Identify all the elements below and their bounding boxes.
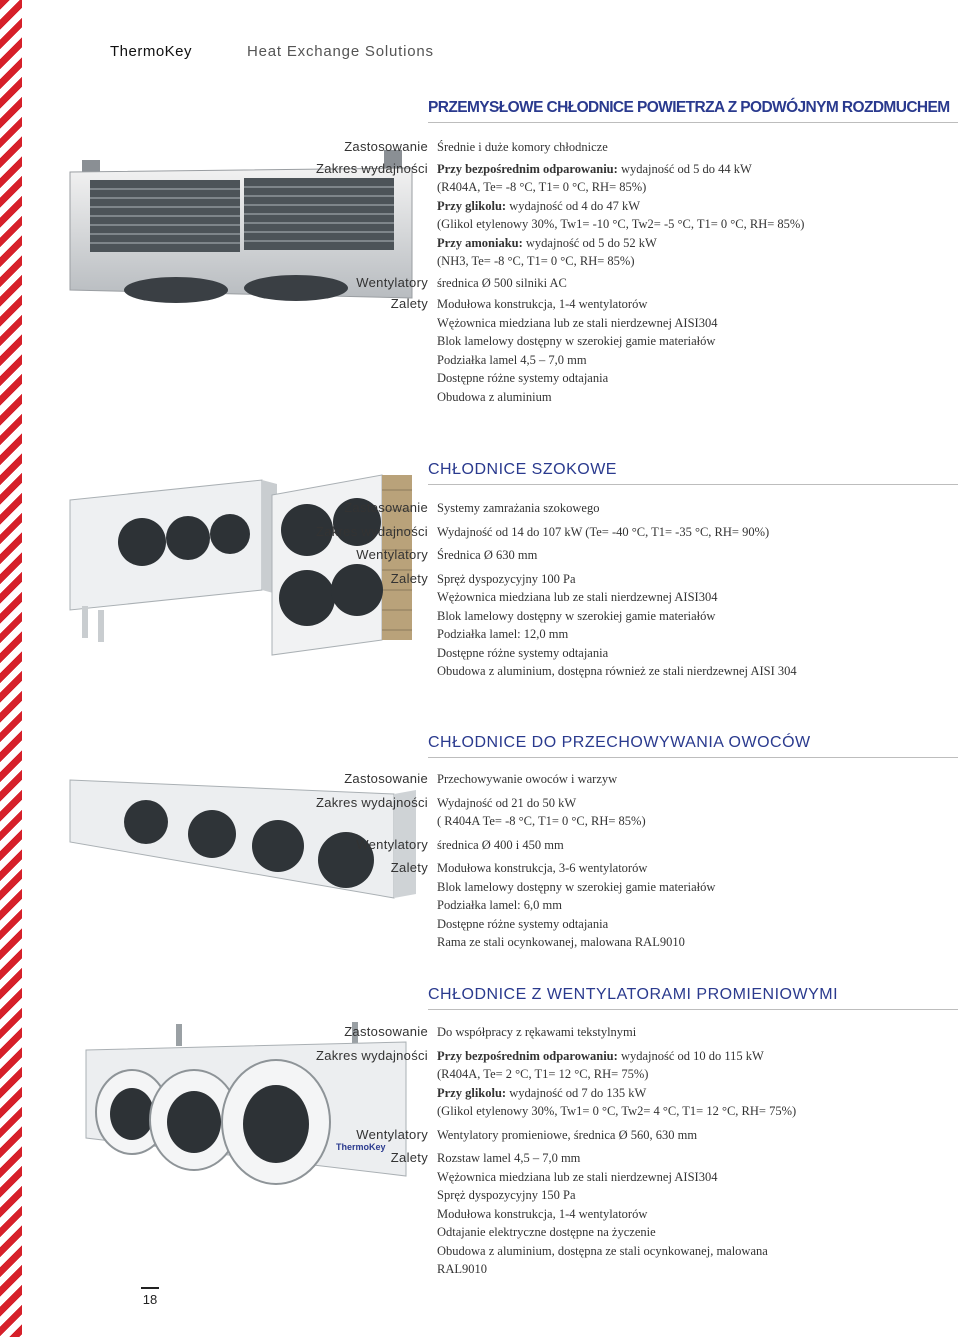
value-line: średnica Ø 400 i 450 mm [437,837,564,852]
brand-tagline: Heat Exchange Solutions [247,43,434,60]
label-advantages: Zalety [390,860,428,875]
product-logo: ThermoKey [336,1142,386,1152]
value-line: Przechowywanie owoców i warzyw [437,772,618,786]
value-line: Modułowa konstrukcja, 3-6 wentylatorów [437,861,648,875]
value-line: Spręż dyspozycyjny 100 Pa [437,571,576,586]
label-advantages: Zalety [390,1150,428,1165]
spec-row-application [278,138,958,157]
section-title: PRZEMYSŁOWE CHŁODNICE POWIETRZA Z PODWÓJNYM ROZDMUCHEM [428,99,950,116]
label-fans: Wentylatory [356,1126,428,1142]
value-line: Obudowa z aluminium, dostępna ze stali ocynkowanej, malowana [437,1243,768,1258]
value-line: (NH3, Te= -8 °C, T1= 0 °C, RH= 85%) [437,254,635,268]
label-fans: Wentylatory [356,836,428,852]
value-line: Wężownica miedziana lub ze stali nierdzewnej AISI304 [437,1169,718,1184]
label-advantages: Zalety [390,296,428,311]
value-line: Modułowa konstrukcja, 1-4 wentylatorów [437,297,648,311]
section-title: CHŁODNICE SZOKOWE [428,461,617,478]
value-line: Obudowa z aluminium, dostępna również ze stali nierdzewnej AISI 304 [437,664,797,678]
value-line: Przy bezpośrednim odparowaniu: wydajność od 5 do 44 kW [437,161,752,176]
brand-name: ThermoKey [110,43,193,60]
value-line: Przy glikolu: wydajność od 4 do 47 kW [437,198,641,213]
value-line: Wentylatory promieniowe, średnica Ø 560, 630 mm [437,1127,698,1142]
value-line: Blok lamelowy dostępny w szerokiej gamie materiałów [437,608,716,623]
spec-row-capacity [278,523,960,542]
label-application: Zastosowanie [344,1024,428,1039]
spec-block-1 [315,135,958,406]
spec-row-advantages [278,1149,958,1279]
value-line: Wydajność od 14 do 107 kW (Te= -40 °C, T1= -35 °C, RH= 90%) [437,524,770,539]
value-line: Dostępne różne systemy odtajania [437,371,609,385]
spec-row-fans [278,836,958,855]
value-line: Rozstaw lamel 4,5 – 7,0 mm [437,1151,581,1165]
label-application: Zastosowanie [344,139,428,154]
value-line: Podziałka lamel 4,5 – 7,0 mm [437,352,587,367]
value-line: (R404A, Te= 2 °C, T1= 12 °C, RH= 75%) [437,1067,649,1081]
spec-row-application [278,770,958,789]
spec-row-fans [278,546,960,565]
value-line: Blok lamelowy dostępny w szerokiej gamie materiałów [437,334,716,348]
section-title: CHŁODNICE Z WENTYLATORAMI PROMIENIOWYMI [428,986,839,1003]
value-line: Średnie i duże komory chłodnicze [437,140,608,154]
value-line: Dostępne różne systemy odtajania [437,916,609,931]
label-capacity: Zakres wydajności [315,794,428,810]
spec-row-fans [278,1126,958,1145]
spec-block-2 [315,496,958,681]
value-line: RAL9010 [437,1262,487,1276]
label-advantages: Zalety [390,570,428,586]
label-capacity: Zakres wydajności [315,1047,428,1063]
section-title: CHŁODNICE DO PRZECHOWYWANIA OWOCÓW [428,734,811,751]
section-blast-freezer [428,461,958,485]
value-line: Rama ze stali ocynkowanej, malowana RAL9010 [437,935,685,949]
value-line: Odtajanie elektryczne dostępne na życzenie [437,1225,656,1239]
value-line: Wężownica miedziana lub ze stali nierdzewnej AISI304 [437,590,718,604]
page-number: 18 [141,1287,159,1307]
value-line: Do współpracy z rękawami tekstylnymi [437,1025,637,1039]
value-line: ( R404A Te= -8 °C, T1= 0 °C, RH= 85%) [437,814,646,828]
label-fans: Wentylatory [356,547,428,562]
spec-row-advantages [278,570,960,681]
value-line: Systemy zamrażania szokowego [437,501,600,515]
value-line: Spręż dyspozycyjny 150 Pa [437,1188,576,1202]
section-divider [428,484,958,485]
section-fruit-storage [428,734,958,758]
value-line: Dostępne różne systemy odtajania [437,645,609,660]
value-line: Przy amoniaku: wydajność od 5 do 52 kW [437,235,657,250]
label-application: Zastosowanie [344,500,428,515]
spec-row-capacity [278,160,958,271]
label-fans: Wentylatory [356,274,428,290]
label-capacity: Zakres wydajności [315,523,428,539]
spec-row-application [278,1023,958,1042]
value-line: (R404A, Te= -8 °C, T1= 0 °C, RH= 85%) [437,180,647,194]
value-line: Wężownica miedziana lub ze stali nierdzewnej AISI304 [437,315,718,330]
section-divider [428,1009,958,1010]
value-line: Podziałka lamel: 6,0 mm [437,898,562,912]
label-application: Zastosowanie [344,771,428,786]
spec-row-capacity [278,794,958,831]
spec-block-3 [315,767,958,952]
decorative-stripe [0,0,22,1337]
value-line: Średnica Ø 630 mm [437,548,538,562]
value-line: Modułowa konstrukcja, 1-4 wentylatorów [437,1206,648,1221]
spec-row-advantages [278,859,958,952]
value-line: Przy glikolu: wydajność od 7 do 135 kW [437,1085,647,1100]
value-line: Blok lamelowy dostępny w szerokiej gamie materiałów [437,879,716,894]
value-line: średnica Ø 500 silniki AC [437,275,567,290]
value-line: Podziałka lamel: 12,0 mm [437,627,569,641]
value-line: Wydajność od 21 do 50 kW [437,795,577,810]
page-header [110,43,434,60]
section-double-discharge [428,99,958,123]
spec-row-advantages [278,295,958,406]
spec-row-application [278,499,960,518]
section-divider [428,122,958,123]
value-line: (Glikol etylenowy 30%, Tw1= 0 °C, Tw2= 4 °C, T1= 12 °C, RH= 75%) [437,1104,797,1118]
spec-row-fans [278,274,958,293]
value-line: (Glikol etylenowy 30%, Tw1= -10 °C, Tw2= -5 °C, T1= 0 °C, RH= 85%) [437,217,805,231]
value-line: Przy bezpośrednim odparowaniu: wydajność od 10 do 115 kW [437,1048,764,1063]
spec-row-capacity [278,1047,958,1121]
value-line: Obudowa z aluminium [437,389,552,404]
section-divider [428,757,958,758]
label-capacity: Zakres wydajności [315,160,428,176]
section-radial-fan [428,986,958,1010]
